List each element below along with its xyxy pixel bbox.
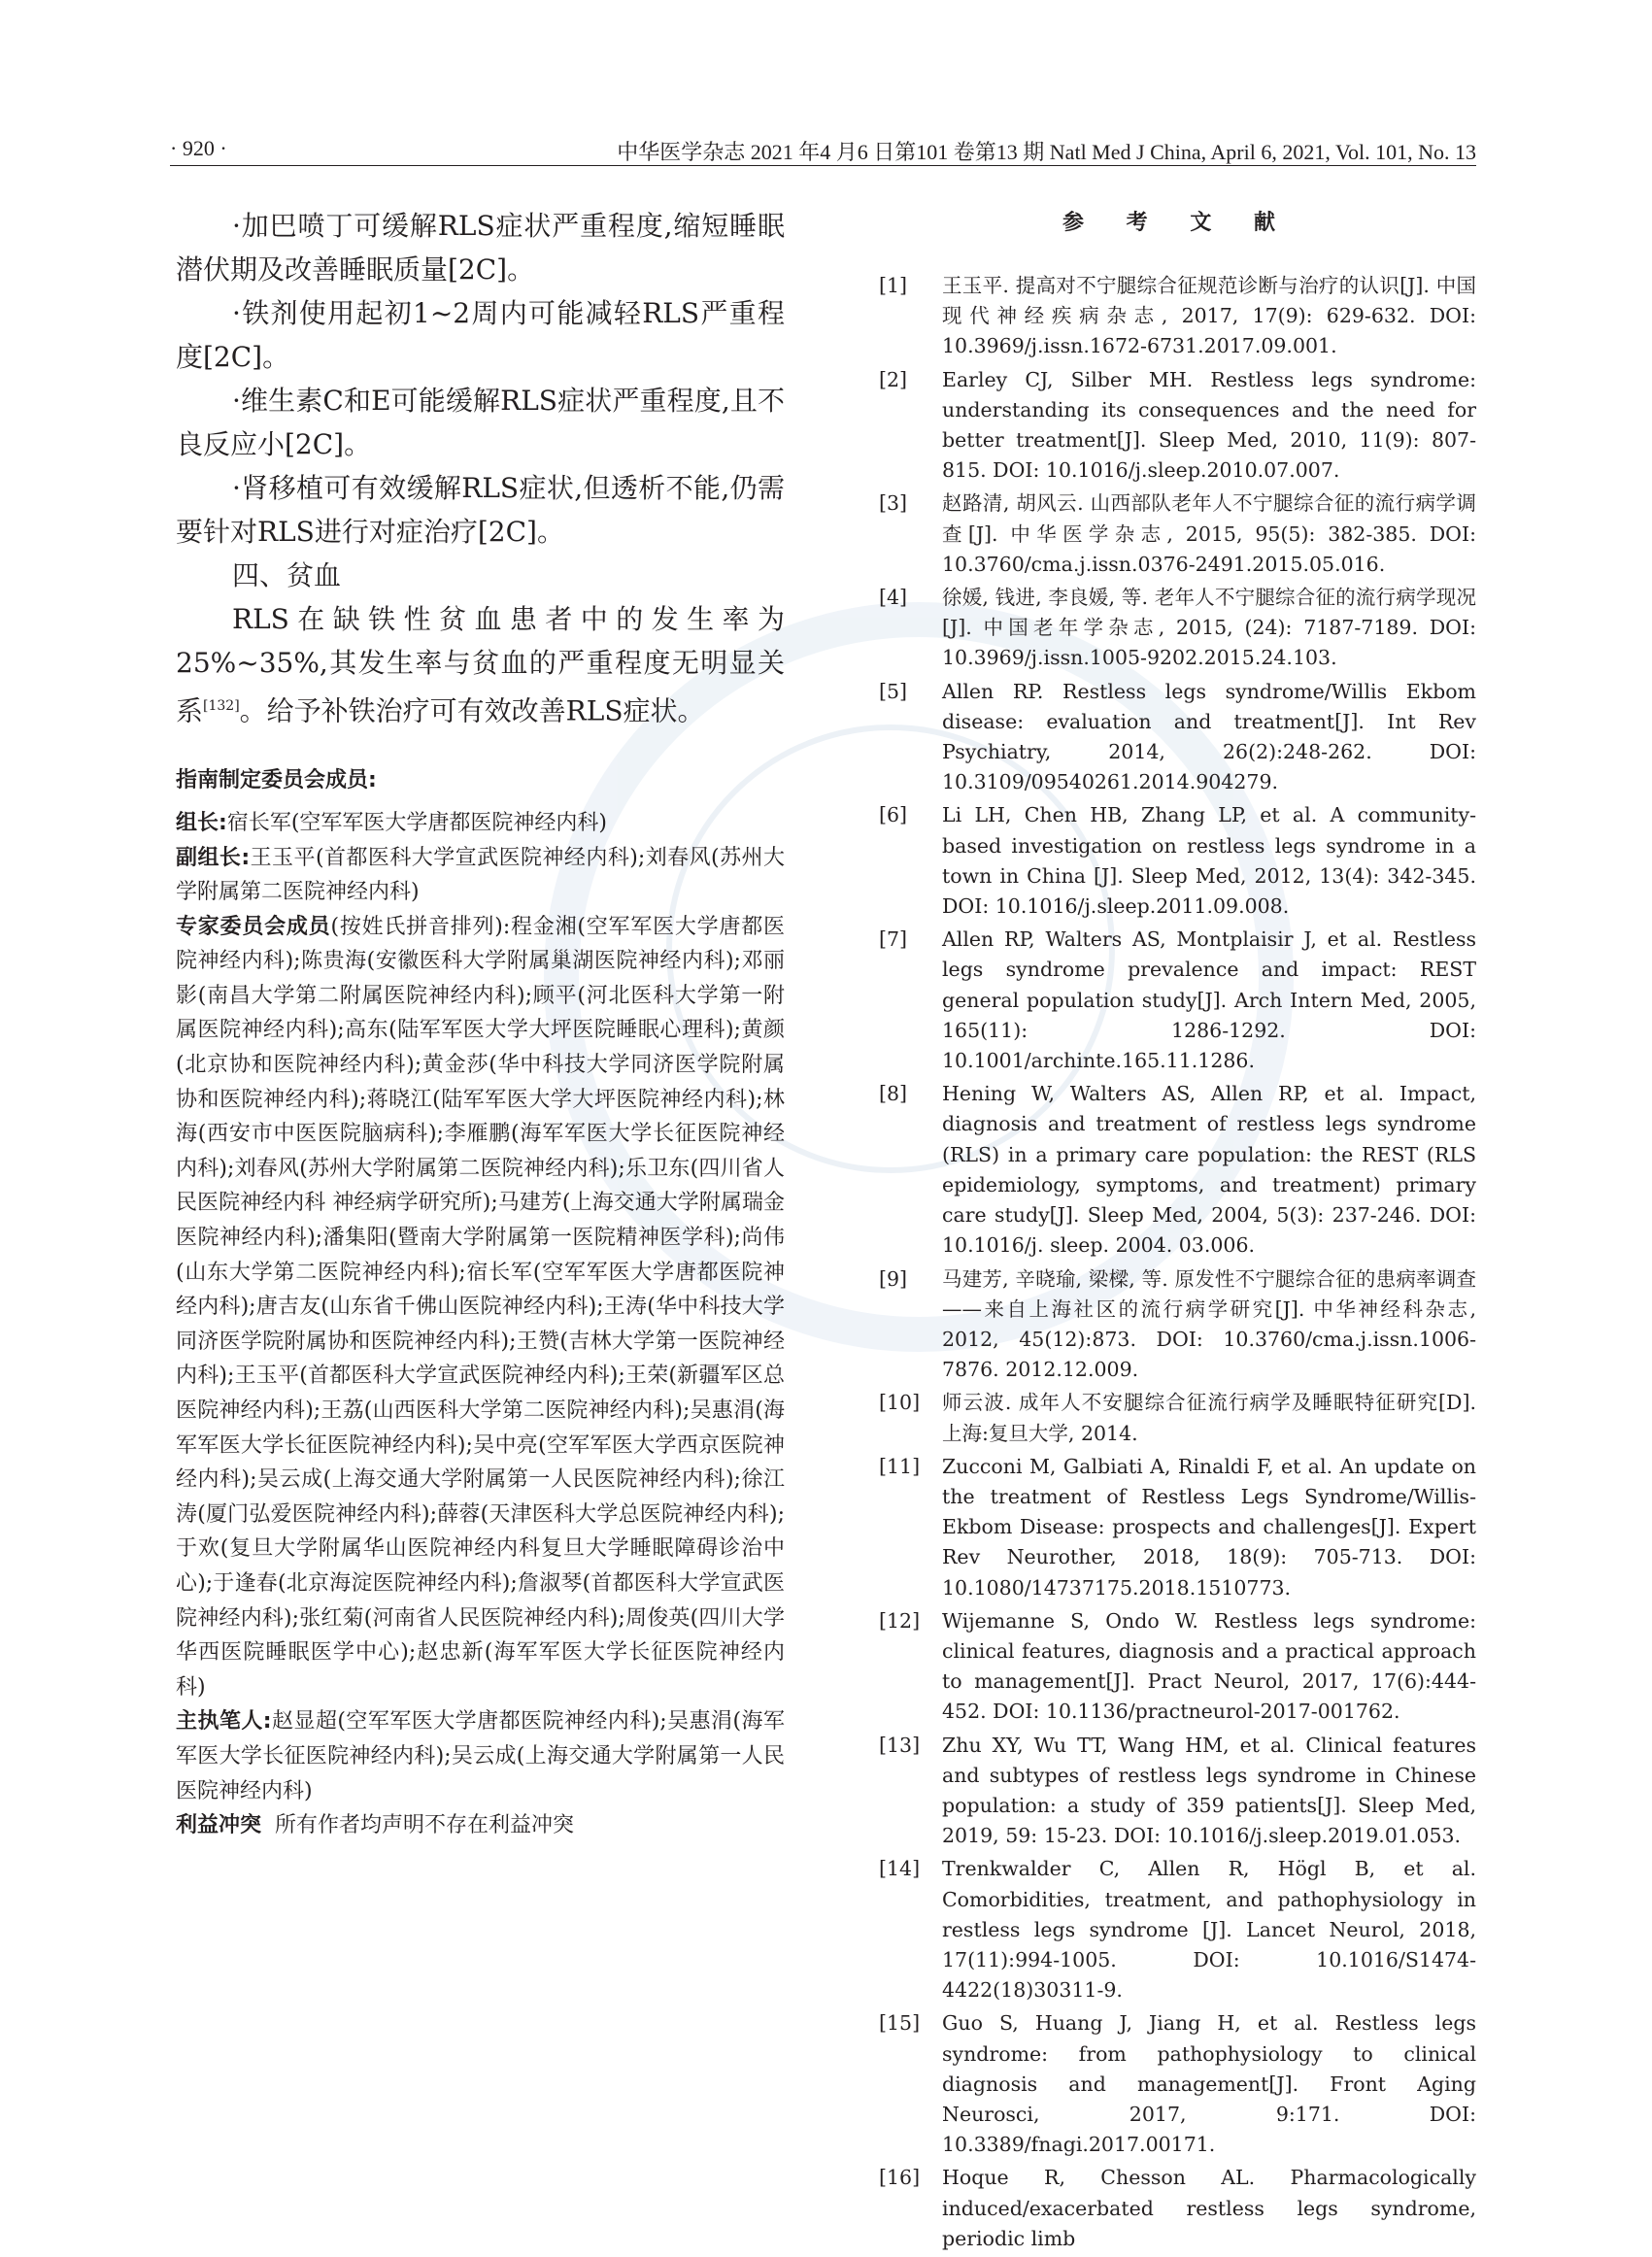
anemia-text-1: RLS在缺铁性贫血患者中的发生率为25%~35%,其发生率与贫血的严重程度无明显关系	[176, 603, 785, 727]
reference-item	[879, 583, 1476, 674]
reference-item	[879, 800, 1476, 922]
committee-title: 指南制定委员会成员:	[176, 768, 377, 793]
reference-item	[879, 488, 1476, 580]
reference-item	[879, 1606, 1476, 1728]
conflict-text: 所有作者均声明不存在利益冲突	[275, 1813, 575, 1838]
reference-item	[879, 677, 1476, 798]
reference-text: Trenkwalder C, Allen R, Högl B, et al. Comorbidities, treatment, and pathophysiology in restless legs syndrome [J]. Lancet Neurol, 2018, 17(11):994-1005. DOI: 10.1016/S1474-4422(18)30311-9.	[942, 1857, 1476, 2003]
reference-number: [6]	[879, 803, 908, 827]
reference-item	[879, 2008, 1476, 2160]
leader-text: 宿长军(空军军医大学唐都医院神经内科)	[226, 810, 607, 835]
experts-text: (按姓氏拼音排列):程金湘(空军军医大学唐都医院神经内科);陈贵海(安徽医科大学附属巢湖医院神经内科);邓丽影(南昌大学第二附属医院神经内科);顾平(河北医科大学第一附属医院神经内科);高东(陆军军医大学大坪医院睡眠心理科);黄颜(北京协和医院神经内科);黄金莎(华中科技大学同济医学院附属协和医院神经内科);蒋晓江(陆军军医大学大坪医院神经内科);林海(西安市中医医院脑病科);李雁鹏(海军军医大学长征医院神经内科);刘春风(苏州大学附属第二医院神经内科);乐卫东(四川省人民医院神经内科 神经病学研究所);马建芳(上海交通大学附属瑞金医院神经内科);潘集阳(暨南大学附属第一医院精神医学科);尚伟(山东大学第二医院神经内科);宿长军(空军军医大学唐都医院神经内科);唐吉友(山东省千佛山医院神经内科);王涛(华中科技大学同济医学院附属协和医院神经内科);王赞(吉林大学第一医院神经内科);王玉平(首都医科大学宣武医院神经内科);王荣(新疆军区总医院神经内科);王荔(山西医科大学第二医院神经内科);吴惠涓(海军军医大学长征医院神经内科);吴中亮(空军军医大学西京医院神经内科);吴云成(上海交通大学附属第一人民医院神经内科);徐江涛(厦门弘爱医院神经内科);薛蓉(天津医科大学总医院神经内科);于欢(复旦大学附属华山医院神经内科复旦大学睡眠障碍诊治中心);于逢春(北京海淀医院神经内科);詹淑琴(首都医科大学宣武医院神经内科);张红菊(河南省人民医院神经内科);周俊英(四川大学华西医院睡眠医学中心);赵忠新(海军军医大学长征医院神经内科)	[176, 914, 785, 1700]
reference-number: [1]	[879, 274, 908, 297]
reference-number: [9]	[879, 1266, 908, 1291]
reference-text: Zucconi M, Galbiati A, Rinaldi F, et al. An update on the treatment of Restless Legs Syndrome/Willis-Ekbom Disease: prospects and challenges[J]. Expert Rev Neurother, 2018, 18(9): 705-713. DOI: 10.1080/14737175.2018.1510773.	[942, 1454, 1476, 1600]
reference-number: [12]	[879, 1608, 921, 1633]
reference-text: Zhu XY, Wu TT, Wang HM, et al. Clinical features and subtypes of restless legs syndrome in Chinese population: a study of 359 patients[J]. Sleep Med, 2019, 59: 15-23. DOI: 10.1016/j.sleep.2019.01.053.	[942, 1733, 1476, 1848]
reference-number: [4]	[879, 586, 908, 610]
reference-item	[879, 1854, 1476, 2005]
reference-text: Wijemanne S, Ondo W. Restless legs syndrome: clinical features, diagnosis and a practical approach to management[J]. Pract Neurol, 2017, 17(6):444-452. DOI: 10.1136/practneurol-2017-001762.	[942, 1608, 1476, 1724]
reference-item	[879, 1388, 1476, 1448]
conflict-label: 利益冲突	[176, 1813, 262, 1838]
reference-item	[879, 1731, 1476, 1852]
reference-text: Earley CJ, Silber MH. Restless legs syndrome: understanding its consequences and the need for better treatment[J]. Sleep Med, 2010, 11(9): 807-815. DOI: 10.1016/j.sleep.2010.07.007.	[942, 367, 1476, 483]
reference-text: 师云波. 成年人不安腿综合征流行病学及睡眠特征研究[D]. 上海:复旦大学, 2014.	[942, 1391, 1476, 1445]
committee-leader	[176, 806, 785, 841]
references-column	[879, 206, 1476, 2257]
reference-text: 赵路清, 胡风云. 山西部队老年人不宁腿综合征的流行病学调查[J]. 中华医学杂志, 2015, 95(5): 382-385. DOI: 10.3760/cma.j.issn.0376-2491.2015.05.016.	[942, 491, 1476, 576]
vice-label: 副组长:	[176, 845, 251, 870]
reference-item	[879, 1079, 1476, 1261]
reference-text: Allen RP, Walters AS, Montplaisir J, et al. Restless legs syndrome prevalence and impact: REST general population study[J]. Arch Intern Med, 2005, 165(11): 1286-1292. DOI: 10.1001/archinte.165.11.1286.	[942, 927, 1476, 1073]
reference-number: [2]	[879, 367, 908, 391]
reference-text: Li LH, Chen HB, Zhang LP, et al. A community-based investigation on restless legs syndrome in a town in China [J]. Sleep Med, 2012, 13(4): 342-345. DOI: 10.1016/j.sleep.2011.09.008.	[942, 803, 1476, 919]
reference-text: Hening W, Walters AS, Allen RP, et al. Impact, diagnosis and treatment of restless legs syndrome (RLS) in a primary care population: the REST (RLS epidemiology, symptoms, and treatment) primary care study[J]. Sleep Med, 2004, 5(3): 237-246. DOI: 10.1016/j. sleep. 2004. 03.006.	[942, 1082, 1476, 1258]
reference-number: [15]	[879, 2011, 921, 2036]
journal-citation: 中华医学杂志 2021 年4 月6 日第101 卷第13 期 Natl Med J China, April 6, 2021, Vol. 101, No. 13	[617, 140, 1476, 164]
reference-number: [13]	[879, 1733, 921, 1757]
committee-writers	[176, 1704, 785, 1808]
reference-item	[879, 365, 1476, 487]
writers-text: 赵显超(空军军医大学唐都医院神经内科);吴惠涓(海军军医大学长征医院神经内科);吴云成(上海交通大学附属第一人民医院神经内科)	[176, 1709, 785, 1803]
anemia-paragraph	[176, 597, 785, 732]
reference-item	[879, 1452, 1476, 1603]
reference-item	[879, 925, 1476, 1076]
reference-item	[879, 271, 1476, 362]
reference-text: 王玉平. 提高对不宁腿综合征规范诊断与治疗的认识[J]. 中国现代神经疾病杂志, 2017, 17(9): 629-632. DOI: 10.3969/j.issn.1672-6731.2017.09.001.	[942, 274, 1476, 358]
reference-number: [8]	[879, 1082, 908, 1106]
reference-text: Guo S, Huang J, Jiang H, et al. Restless legs syndrome: from pathophysiology to clinical diagnosis and management[J]. Front Aging Neurosci, 2017, 9:171. DOI: 10.3389/fnagi.2017.00171.	[942, 2011, 1476, 2157]
recommendation-iron: ·铁剂使用起初1~2周内可能减轻RLS严重程度[2C]。	[176, 297, 785, 373]
left-column	[176, 204, 785, 1843]
reference-number: [3]	[879, 491, 908, 516]
committee-vice	[176, 841, 785, 910]
experts-label: 专家委员会成员	[176, 914, 331, 939]
leader-label: 组长:	[176, 810, 227, 835]
reference-number: [11]	[879, 1454, 921, 1478]
conflict-of-interest	[176, 1808, 785, 1843]
reference-item	[879, 1264, 1476, 1386]
reference-number: [14]	[879, 1857, 921, 1881]
references-title: 参 考 文 献	[1062, 211, 1293, 235]
recommendation-vitamin: ·维生素C和E可能缓解RLS症状严重程度,且不良反应小[2C]。	[176, 385, 785, 460]
reference-item	[879, 2163, 1476, 2254]
reference-text: 徐媛, 钱进, 李良媛, 等. 老年人不宁腿综合征的流行病学现况[J]. 中国老年学杂志, 2015, (24): 7187-7189. DOI: 10.3969/j.issn.1005-9202.2015.24.103.	[942, 586, 1476, 670]
reference-list	[879, 271, 1476, 2254]
writers-label: 主执笔人:	[176, 1709, 272, 1735]
page-number: · 920 ·	[170, 136, 227, 160]
vice-text: 王玉平(首都医科大学宣武医院神经内科);刘春风(苏州大学附属第二医院神经内科)	[176, 845, 785, 905]
committee-experts	[176, 910, 785, 1705]
reference-text: 马建芳, 辛晓瑜, 梁樑, 等. 原发性不宁腿综合征的患病率调查——来自上海社区的流行病学研究[J]. 中华神经科杂志, 2012, 45(12):873. DOI: 10.3760/cma.j.issn.1006-7876. 2012.12.009.	[942, 1266, 1476, 1382]
reference-number: [16]	[879, 2166, 921, 2190]
anemia-citation: [132]	[203, 698, 240, 714]
committee-section	[176, 763, 785, 1842]
page-header	[170, 132, 1476, 166]
recommendation-gabapentin: ·加巴喷丁可缓解RLS症状严重程度,缩短睡眠潜伏期及改善睡眠质量[2C]。	[176, 210, 785, 286]
reference-number: [7]	[879, 927, 908, 952]
recommendation-kidney: ·肾移植可有效缓解RLS症状,但透析不能,仍需要针对RLS进行对症治疗[2C]。	[176, 472, 785, 548]
reference-number: [5]	[879, 679, 908, 703]
anemia-text-2: 。给予补铁治疗可有效改善RLS症状。	[239, 694, 705, 727]
section-heading-anemia: 四、贫血	[232, 559, 342, 591]
reference-text: Hoque R, Chesson AL. Pharmacologically induced/exacerbated restless legs syndrome, periodic limb	[942, 2166, 1476, 2250]
reference-text: Allen RP. Restless legs syndrome/Willis Ekbom disease: evaluation and treatment[J]. Int Rev Psychiatry, 2014, 26(2):248-262. DOI: 10.3109/09540261.2014.904279.	[942, 679, 1476, 794]
reference-number: [10]	[879, 1391, 921, 1415]
